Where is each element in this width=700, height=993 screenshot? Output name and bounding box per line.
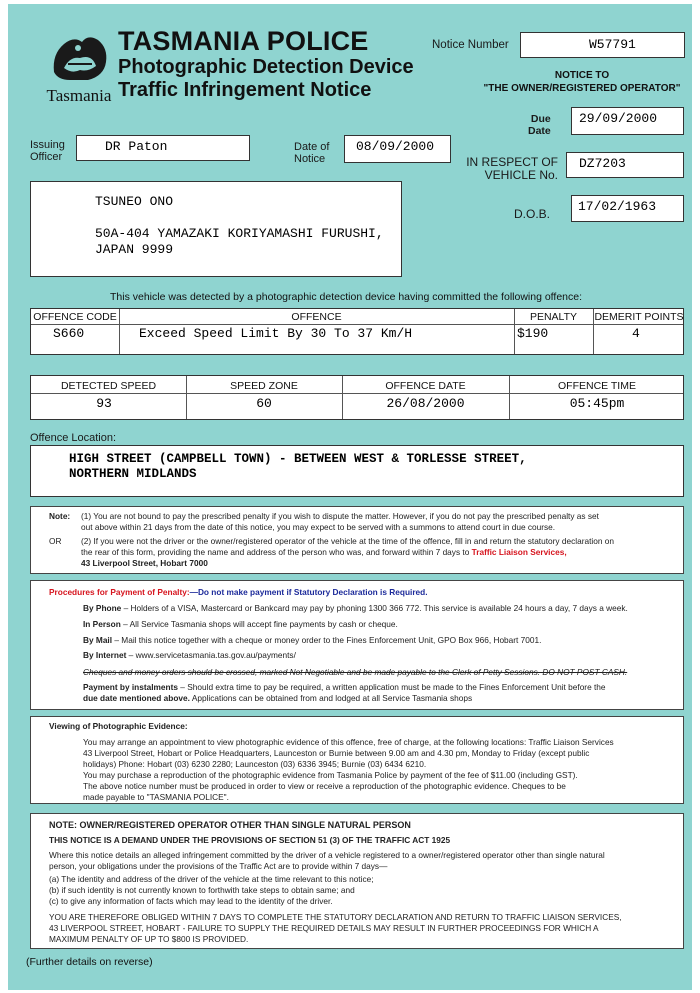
due-label <box>528 113 551 137</box>
owner-a: (a) The identity and address of the driver of the vehicle at the time relevant to this notice; <box>49 874 374 884</box>
viewing-panel <box>30 716 684 804</box>
addressee-box <box>30 181 402 277</box>
phone-text: – Holders of a VISA, Mastercard or Bankcard may pay by phoning 1300 366 772. This service is available 24 hours a day, 7 days a week. <box>121 603 628 613</box>
note-or-label: OR <box>49 536 62 546</box>
dob-value: 17/02/1963 <box>578 199 657 214</box>
header-speed-zone: SPEED ZONE <box>230 380 298 392</box>
person-label: In Person <box>83 619 121 629</box>
owner-l1: Where this notice details an alleged infringement committed by the driver of a vehicle registered to a owner/registered operator other than single natural <box>49 850 605 860</box>
mail-label: By Mail <box>83 635 113 645</box>
issuing-officer-field <box>76 135 250 161</box>
due-label-line2: Date <box>528 125 551 137</box>
header-offence-code: OFFENCE CODE <box>33 311 117 323</box>
vehicle-label-line1: IN RESPECT OF <box>466 155 558 169</box>
viewing-l2: 43 Liverpool Street, Hobart or Police Headquarters, Launceston or Burnie between 9.00 am and 4.30 pm, Monday to Friday (except public <box>83 748 590 758</box>
viewing-l5: The above notice number must be produced in order to view or receive a reproduction of the photographic evidence. Cheques to be <box>83 781 566 791</box>
payment-cheques: Cheques and money orders should be crossed, marked Not Negotiable and be made payable to the Clerk of Petty Sessions. DO NOT POST CASH. <box>83 667 628 677</box>
owner-r1: YOU ARE THEREFORE OBLIGED WITHIN 7 DAYS TO COMPLETE THE STATUTORY DECLARATION AND RETURN TO TRAFFIC LIAISON SERVICES, <box>49 912 622 922</box>
note-p1b: out above within 21 days from the date of this notice, you may expect to be served with a summons to attend court in due course. <box>81 522 556 532</box>
viewing-title: Viewing of Photographic Evidence: <box>49 721 188 731</box>
dob-field <box>571 195 684 222</box>
infringement-notice-form <box>8 4 692 990</box>
payment-instalments-2 <box>83 693 472 704</box>
logo-wordmark: Tasmania <box>46 86 112 105</box>
date-of-notice-label <box>294 141 329 165</box>
org-title: TASMANIA POLICE <box>118 26 369 56</box>
vehicle-label <box>448 156 558 182</box>
notice-number-field <box>520 32 685 58</box>
note-p2b: the rear of this form, providing the name and address of the person who was, and forward within 7 days to <box>81 547 470 557</box>
addressee-name: TSUNEO ONO <box>95 194 174 209</box>
payment-panel <box>30 580 684 710</box>
location-line2: NORTHERN MIDLANDS <box>69 467 197 481</box>
viewing-l6: made payable to "TASMANIA POLICE". <box>83 792 229 802</box>
penalty-value: $190 <box>517 326 549 341</box>
dob-label: D.O.B. <box>514 207 551 221</box>
viewing-l4: You may purchase a reproduction of the photographic evidence from Tasmania Police by payment of the fee of $11.00 (including GST). <box>83 770 578 780</box>
viewing-l1: You may arrange an appointment to view photographic evidence of this offence, free of charge, at the following locations: Traffic Liaison Services <box>83 737 614 747</box>
instal-text2: Applications can be obtained from and lodged at all Service Tasmania shops <box>189 693 473 703</box>
header-penalty: PENALTY <box>529 311 578 323</box>
payment-instalments <box>83 682 606 693</box>
note-p2a: (2) If you were not the driver or the owner/registered operator of the vehicle at the time of the offence, fill in and return the statutory declaration on <box>81 536 614 546</box>
vehicle-number-field <box>566 152 684 178</box>
header-offence: OFFENCE <box>291 311 342 323</box>
owner-r2: 43 LIVERPOOL STREET, HOBART - FAILURE TO SUPPLY THE REQUIRED DETAILS MAY RESULT IN FURTHER PROCEEDINGS FOR WHICH A <box>49 923 599 933</box>
offence-date-value: 26/08/2000 <box>386 396 465 411</box>
offence-code-value: S660 <box>53 326 85 341</box>
payment-person <box>83 619 398 630</box>
addressee-address-line2: JAPAN 9999 <box>95 242 174 257</box>
date-of-notice-field <box>344 135 451 163</box>
internet-text: – www.servicetasmania.tas.gov.au/payments/ <box>126 650 296 660</box>
instal-text: – Should extra time to pay be required, a written application must be made to the Fines Enforcement Unit before the <box>178 682 606 692</box>
notice-number-label: Notice Number <box>432 39 509 51</box>
speed-table <box>30 375 684 420</box>
issuing-label-line1: Issuing <box>30 139 65 151</box>
note-p1a: (1) You are not bound to pay the prescribed penalty if you wish to dispute the matter. However, if you do not pay the prescribed penalty as set <box>81 511 599 521</box>
issuing-officer-label <box>30 139 65 163</box>
offence-location-box <box>30 445 684 497</box>
due-label-line1: Due <box>530 113 551 125</box>
note-p2b-row <box>81 547 567 558</box>
date-of-notice-value: 08/09/2000 <box>356 139 435 154</box>
owner-l2: person, your obligations under the provisions of the Traffic Act are to provide within 7 days— <box>49 861 388 871</box>
payment-title-note: —Do not make payment if Statutory Declaration is Required. <box>189 587 428 597</box>
form-title-line1: Photographic Detection Device <box>118 56 414 78</box>
speed-zone-value: 60 <box>256 396 272 411</box>
phone-label: By Phone <box>83 603 122 613</box>
offence-table <box>30 308 684 355</box>
date-of-notice-line1: Date of <box>294 141 330 153</box>
owner-panel <box>30 813 684 949</box>
demerit-points-value: 4 <box>632 326 640 341</box>
instal-bold: due date mentioned above. <box>83 693 190 703</box>
addressee-address-line1: 50A-404 YAMAZAKI KORIYAMASHI FURUSHI, <box>95 226 384 241</box>
traffic-liaison-link: Traffic Liaison Services, <box>471 547 567 557</box>
vehicle-number-value: DZ7203 <box>579 156 626 171</box>
header-offence-date: OFFENCE DATE <box>385 380 466 392</box>
person-text: – All Service Tasmania shops will accept fine payments by cash or cheque. <box>120 619 398 629</box>
header-offence-time: OFFENCE TIME <box>558 380 636 392</box>
notice-to-line1: NOTICE TO <box>554 70 610 81</box>
tasmania-logo <box>42 32 114 112</box>
instal-label: Payment by instalments <box>83 682 178 692</box>
offence-location-label: Offence Location: <box>30 432 117 444</box>
offence-description-value: Exceed Speed Limit By 30 To 37 Km/H <box>139 326 413 341</box>
date-of-notice-line2: Notice <box>294 153 326 165</box>
owner-b: (b) if such identity is not currently known to forthwith take steps to obtain same; and <box>49 885 355 895</box>
issuing-label-line2: Officer <box>30 151 63 163</box>
owner-demand: THIS NOTICE IS A DEMAND UNDER THE PROVISIONS OF SECTION 51 (3) OF THE TRAFFIC ACT 1925 <box>49 835 451 845</box>
traffic-liaison-address: 43 Liverpool Street, Hobart 7000 <box>81 558 208 568</box>
payment-phone <box>83 603 628 614</box>
detected-speed-value: 93 <box>96 396 112 411</box>
owner-c: (c) to give any information of facts which may lead to the identity of the driver. <box>49 896 333 906</box>
note-label: Note: <box>49 511 71 521</box>
due-date-value: 29/09/2000 <box>579 111 658 126</box>
notice-number-value: W57791 <box>589 37 636 52</box>
vehicle-label-line2: VEHICLE No. <box>484 168 558 182</box>
form-title-line2: Traffic Infringement Notice <box>118 79 372 101</box>
owner-r3: MAXIMUM PENALTY OF UP TO $800 IS PROVIDED. <box>49 934 249 944</box>
header-detected-speed: DETECTED SPEED <box>60 380 157 392</box>
payment-title: Procedures for Payment of Penalty: <box>49 587 190 597</box>
payment-internet <box>83 650 296 661</box>
detection-statement: This vehicle was detected by a photographic detection device having committed the following offence: <box>110 291 583 303</box>
viewing-l3: holidays) Phone: Hobart (03) 6230 2280; Launceston (03) 6336 3945; Burnie (03) 6434 6210. <box>83 759 427 769</box>
issuing-officer-value: DR Paton <box>105 139 168 154</box>
offence-time-value: 05:45pm <box>569 396 625 411</box>
note-panel <box>30 506 684 574</box>
internet-label: By Internet <box>83 650 127 660</box>
payment-title-row <box>49 587 428 598</box>
due-date-field <box>571 107 684 135</box>
notice-to-line2: "THE OWNER/REGISTERED OPERATOR" <box>483 83 681 94</box>
thylacine-emblem-icon <box>48 32 114 84</box>
payment-mail <box>83 635 541 646</box>
mail-text: – Mail this notice together with a cheque or money order to the Fines Enforcement Unit, GPO Box 966, Hobart 7001. <box>112 635 542 645</box>
footer-note: (Further details on reverse) <box>26 956 153 968</box>
header-demerit-points: DEMERIT POINTS <box>594 311 684 323</box>
location-line1: HIGH STREET (CAMPBELL TOWN) - BETWEEN WEST & TORLESSE STREET, <box>69 452 527 466</box>
owner-title: NOTE: OWNER/REGISTERED OPERATOR OTHER THAN SINGLE NATURAL PERSON <box>49 820 411 830</box>
